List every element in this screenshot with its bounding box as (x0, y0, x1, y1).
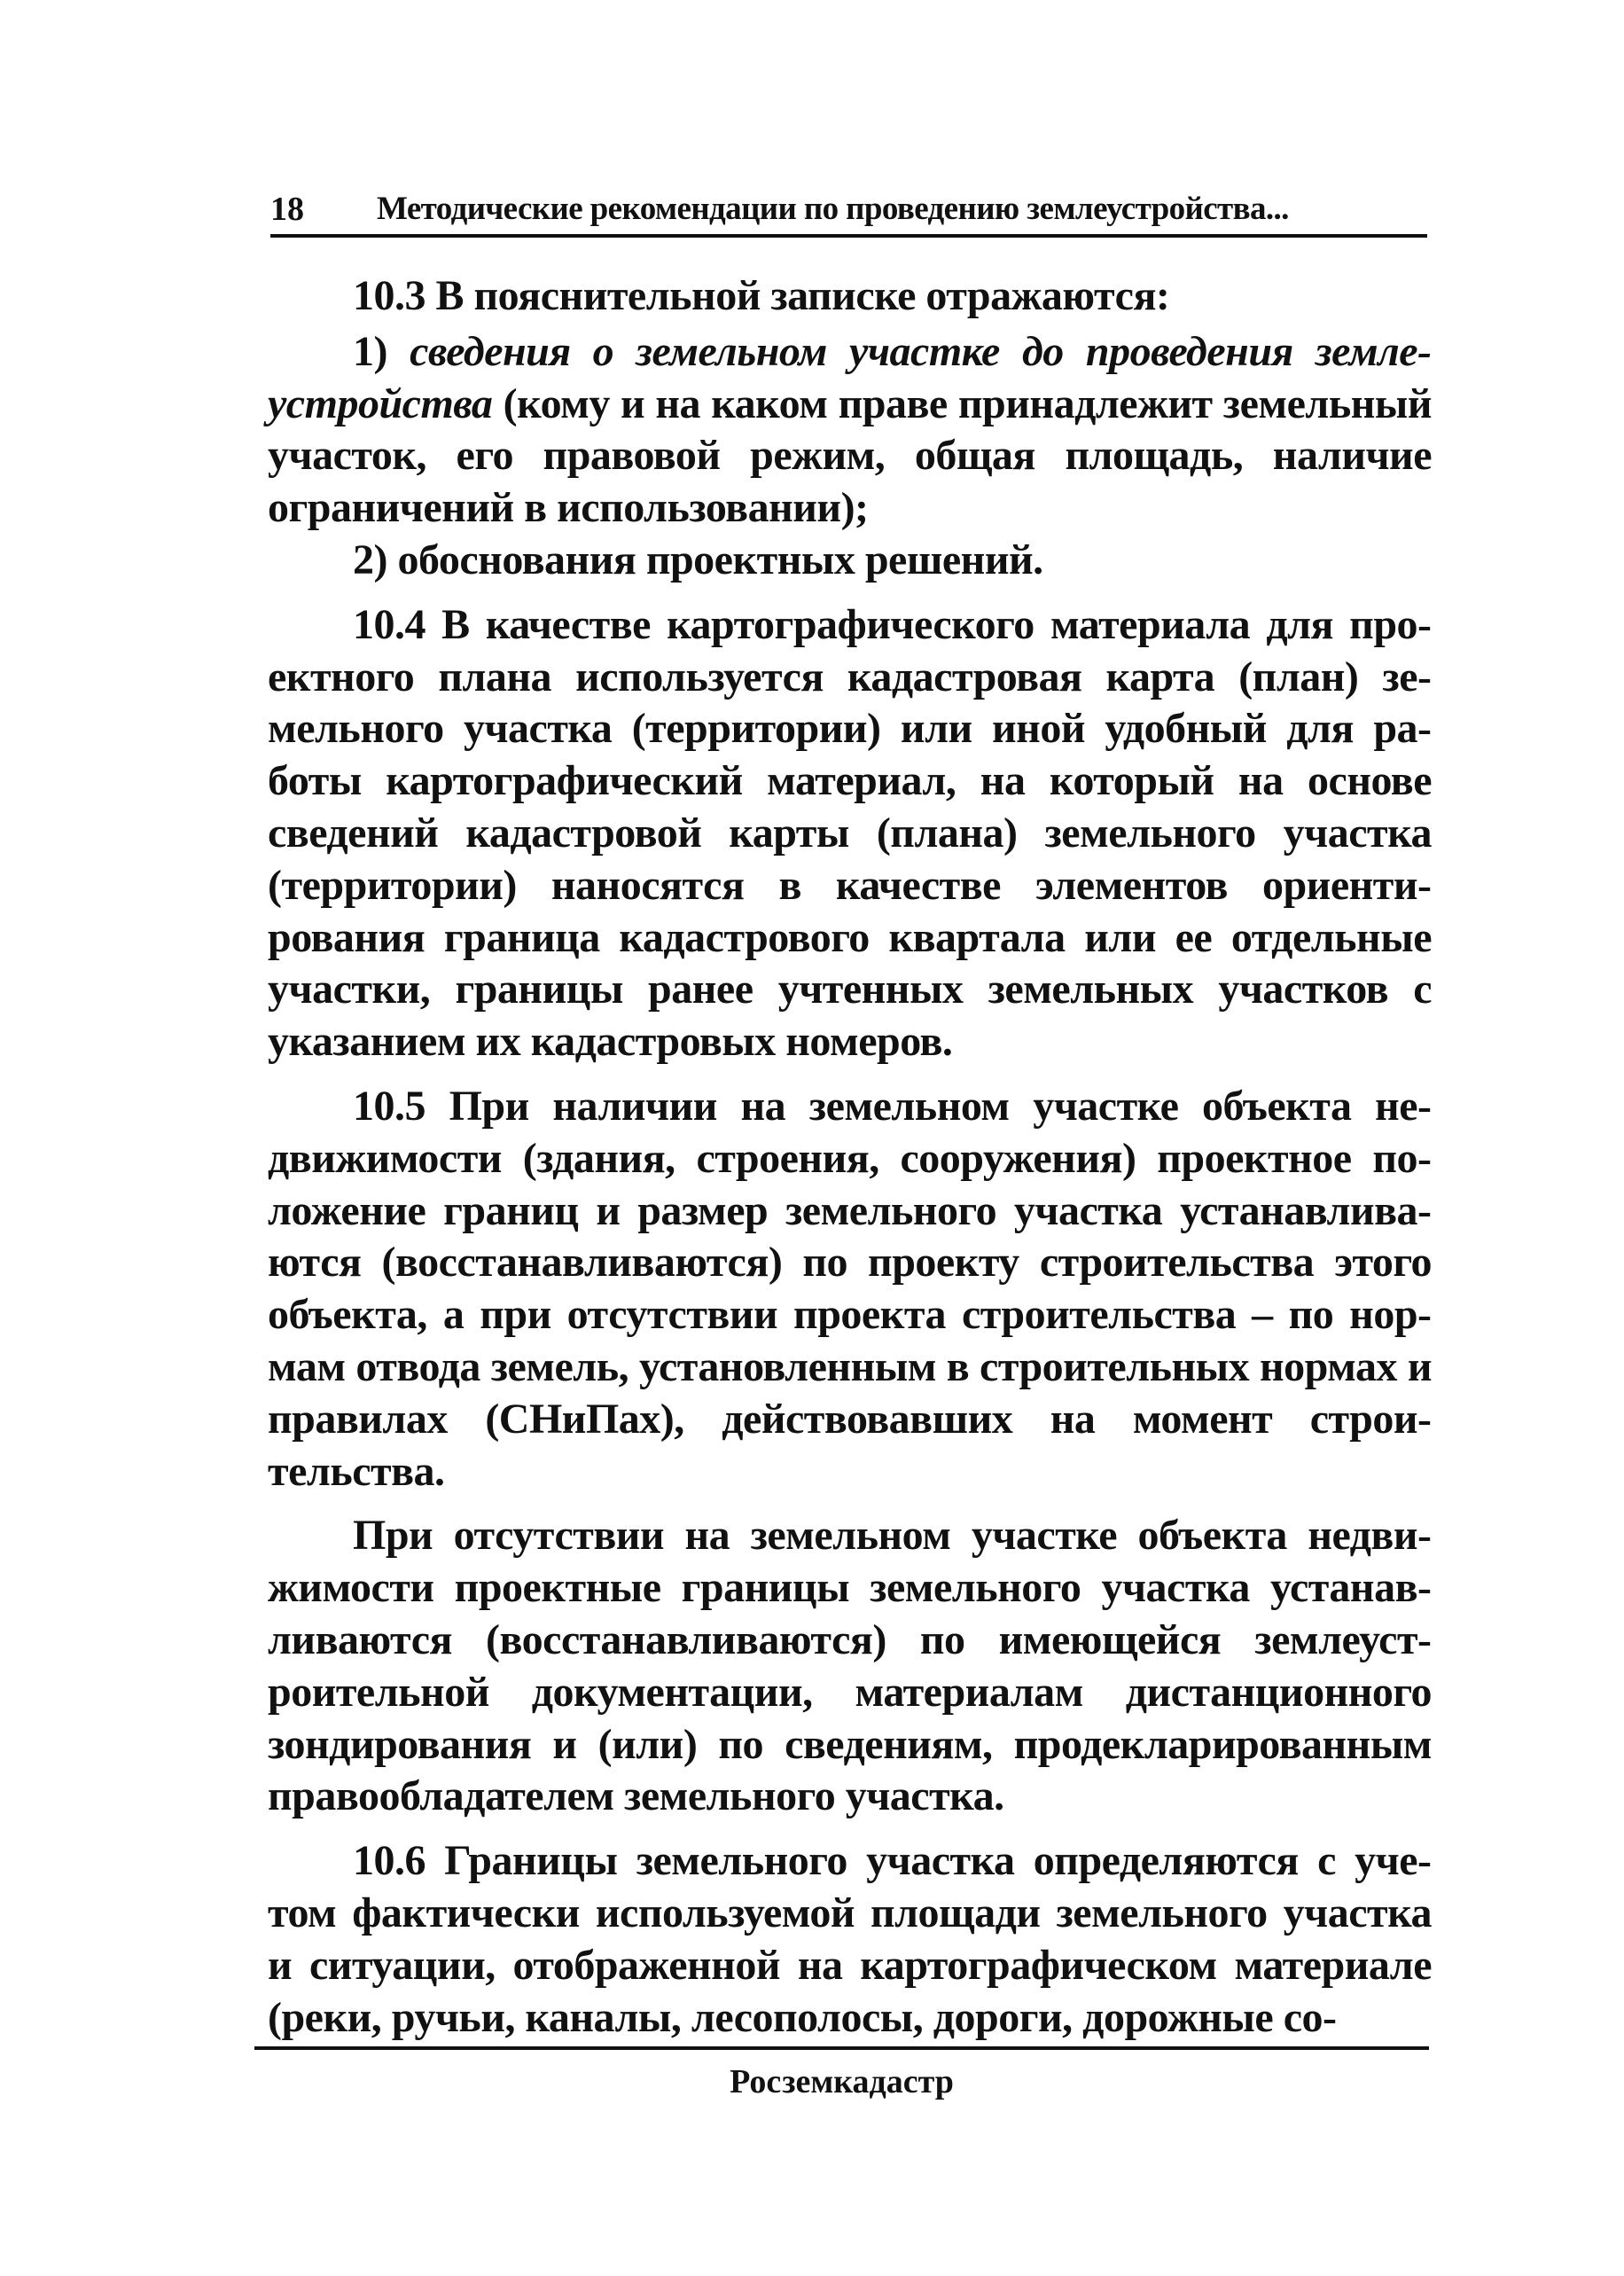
list-item-1 (268, 326, 1432, 535)
paragraph-10-5: 10.5 При наличии на земельном участке объекта недвижимости (здания, строения, сооружения) проектное положение границ и размер земельного участка устанавливаются (восстанавливаются) по проекту строительства этого объекта, а при отсутствии проекта строительства – по нормам отвода земель, установленным в строительных нормах и правилах (СНиПах), действовавших на момент строительства. (268, 1082, 1432, 1495)
paragraph-10-3: 10.3 В пояснительной записке отражаются: (353, 272, 1170, 319)
running-header (270, 183, 1427, 236)
publisher-footer: Росземкадастр (730, 2063, 954, 2100)
running-title: Методические рекомендации по проведению землеустройства... (377, 191, 1289, 227)
list-item-1-marker: 1) (353, 327, 410, 375)
body-text (268, 270, 1432, 2056)
footer-rule (254, 2046, 1429, 2050)
list-item-1-rest: (кому и на каком праве принадлежит земельный участок, его правовой режим, общая площадь, наличие ограничений в использовании); (268, 379, 1432, 532)
list-item-2: 2) обоснования проектных решений. (353, 536, 1043, 583)
paragraph-absent-object: При отсутствии на земельном участке объекта недвижимости проектные границы земельного участка устанавливаются (восстанавливаются) по имеющейся землеустроительной документации, материалам дистанционного зондирования и (или) по сведениям, продекларированным правообладателем земельного участка. (268, 1512, 1432, 1820)
list-item-1-lead: сведения о земельном участке до проведения землеустройства (268, 327, 1433, 427)
page-number: 18 (270, 191, 304, 228)
paragraph-10-4: 10.4 В качестве картографического материала для проектного плана используется кадастровая карта (план) земельного участка (территории) или иной удобный для работы картографический материал, на который на основе сведений кадастровой карты (плана) земельного участка (территории) наносятся в качестве элементов ориентирования граница кадастрового квартала или ее отдельные участки, границы ранее учтенных земельных участков с указанием их кадастровых номеров. (268, 600, 1432, 1066)
header-rule (270, 234, 1427, 238)
paragraph-10-6: 10.6 Границы земельного участка определяются с учетом фактически используемой площади земельного участка и ситуации, отображенной на картографическом материале (реки, ручьи, каналы, лесополосы, дороги, дорожные со- (268, 1837, 1432, 2041)
